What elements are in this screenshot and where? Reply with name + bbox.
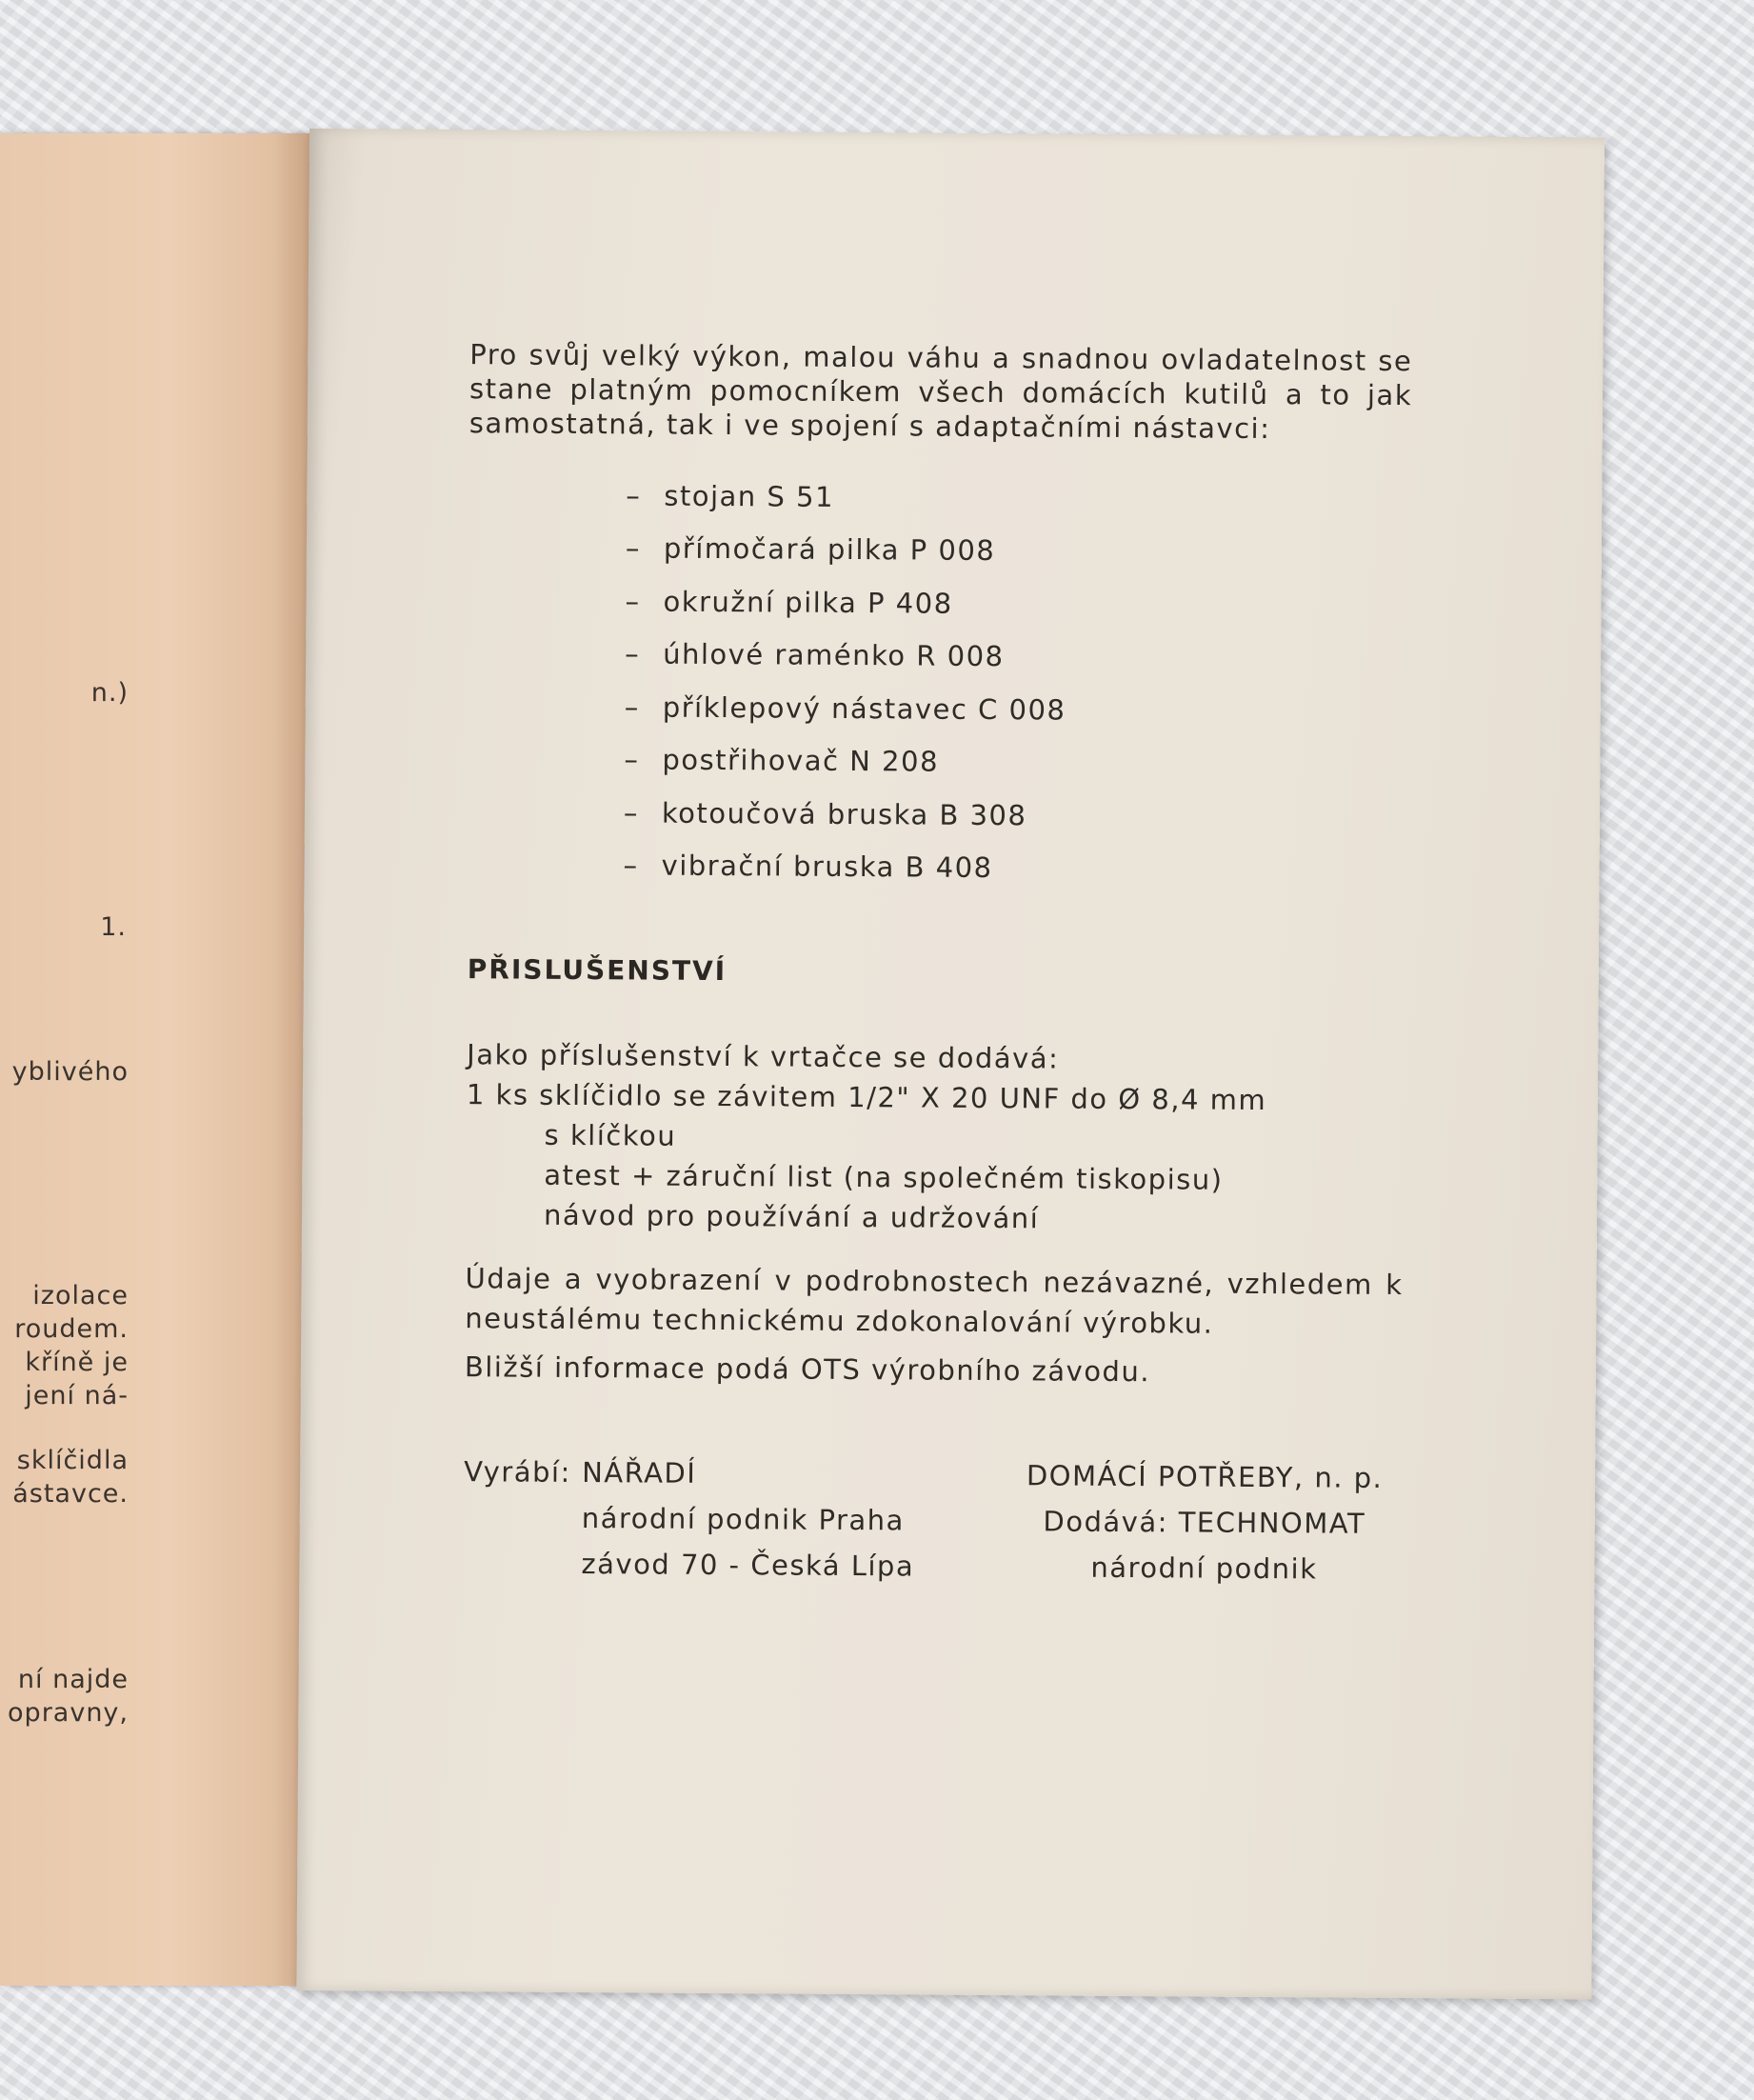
adapter-label: kotoučová bruska B 308 [661,796,1027,832]
left-text-fragment: kříně je [25,1348,129,1377]
right-page [296,129,1605,1999]
adapter-label: příklepový nástavec C 008 [662,690,1066,727]
intro-paragraph: Pro svůj velký výkon, malou váhu a snadnou ovladatelnost se stane platným pomocníkem všech domácích kutilů a to jak samostatná, tak i ve spojení s adaptačními nástavci: [468,338,1413,446]
list-marker: – [625,531,642,565]
left-page-number: 1. [100,912,127,942]
disclaimer-paragraph: Údaje a vyobrazení v podrobnostech nezávazné, vzhledem k neustálému technickému zdokonalování výrobku. [465,1262,1404,1340]
list-marker: – [626,479,642,512]
adapter-label: postřihovač N 208 [662,743,940,778]
adapter-list [623,469,1067,894]
list-item [624,786,1066,842]
manufacturer-label: Vyrábí: [464,1455,571,1489]
adapter-label: přímočará pilka P 008 [663,531,996,568]
list-marker: – [623,849,639,882]
accessories-item: návod pro používání a udržování [543,1198,1040,1235]
supplier-line: DOMÁCÍ POTŘEBY, n. p. [1026,1459,1384,1494]
accessories-block [466,1034,1267,1240]
list-marker: – [625,585,641,618]
adapter-label: okružní pilka P 408 [663,585,953,620]
accessories-item: atest + záruční list (na společném tiskopisu) [544,1158,1224,1196]
supplier-line: národní podnik [1090,1550,1318,1586]
list-item [625,574,1066,630]
list-item [626,522,1067,578]
manufacturer-block [463,1449,915,1589]
manufacturer-line: závod 70 - Česká Lípa [581,1548,915,1583]
left-text-fragment: yblivého [11,1057,129,1087]
left-text-fragment: opravny, [8,1698,129,1728]
adapter-label: vibrační bruska B 408 [661,849,993,885]
accessories-heading: PŘISLUŠENSTVÍ [467,953,728,988]
list-item [625,680,1066,736]
manufacturer-line: národní podnik Praha [581,1502,906,1537]
supplier-line: Dodává: TECHNOMAT [1043,1505,1366,1540]
list-marker: – [623,796,640,830]
left-text-fragment: roudem. [14,1314,129,1344]
adapter-label: stojan S 51 [664,479,835,513]
list-item [625,628,1066,684]
left-text-fragment: jení ná- [25,1381,129,1410]
list-item [626,469,1067,525]
left-text-fragment: ní najde [17,1665,129,1694]
list-item [624,733,1066,790]
accessories-first-item: 1 ks sklíčidlo se závitem 1/2" X 20 UNF do Ø 8,4 mm [466,1078,1267,1117]
left-text-fragment: izolace [32,1281,129,1310]
supplier-block [1004,1452,1405,1592]
manufacturer-name: NÁŘADÍ [582,1456,697,1490]
list-marker: – [624,743,640,776]
list-marker: – [625,637,641,670]
info-line: Bližší informace podá OTS výrobního závodu. [464,1350,1151,1389]
left-text-fragment: sklíčidla [16,1446,129,1475]
accessories-item: s klíčkou [544,1118,677,1152]
accessories-intro: Jako příslušenství k vrtačce se dodává: [467,1038,1060,1075]
adapter-label: úhlové raménko R 008 [663,637,1005,673]
list-item [623,839,1065,895]
left-page [0,133,309,1986]
list-marker: – [624,690,640,724]
left-text-fragment: ástavce. [12,1479,129,1509]
left-text-fragment: n.) [90,678,129,708]
